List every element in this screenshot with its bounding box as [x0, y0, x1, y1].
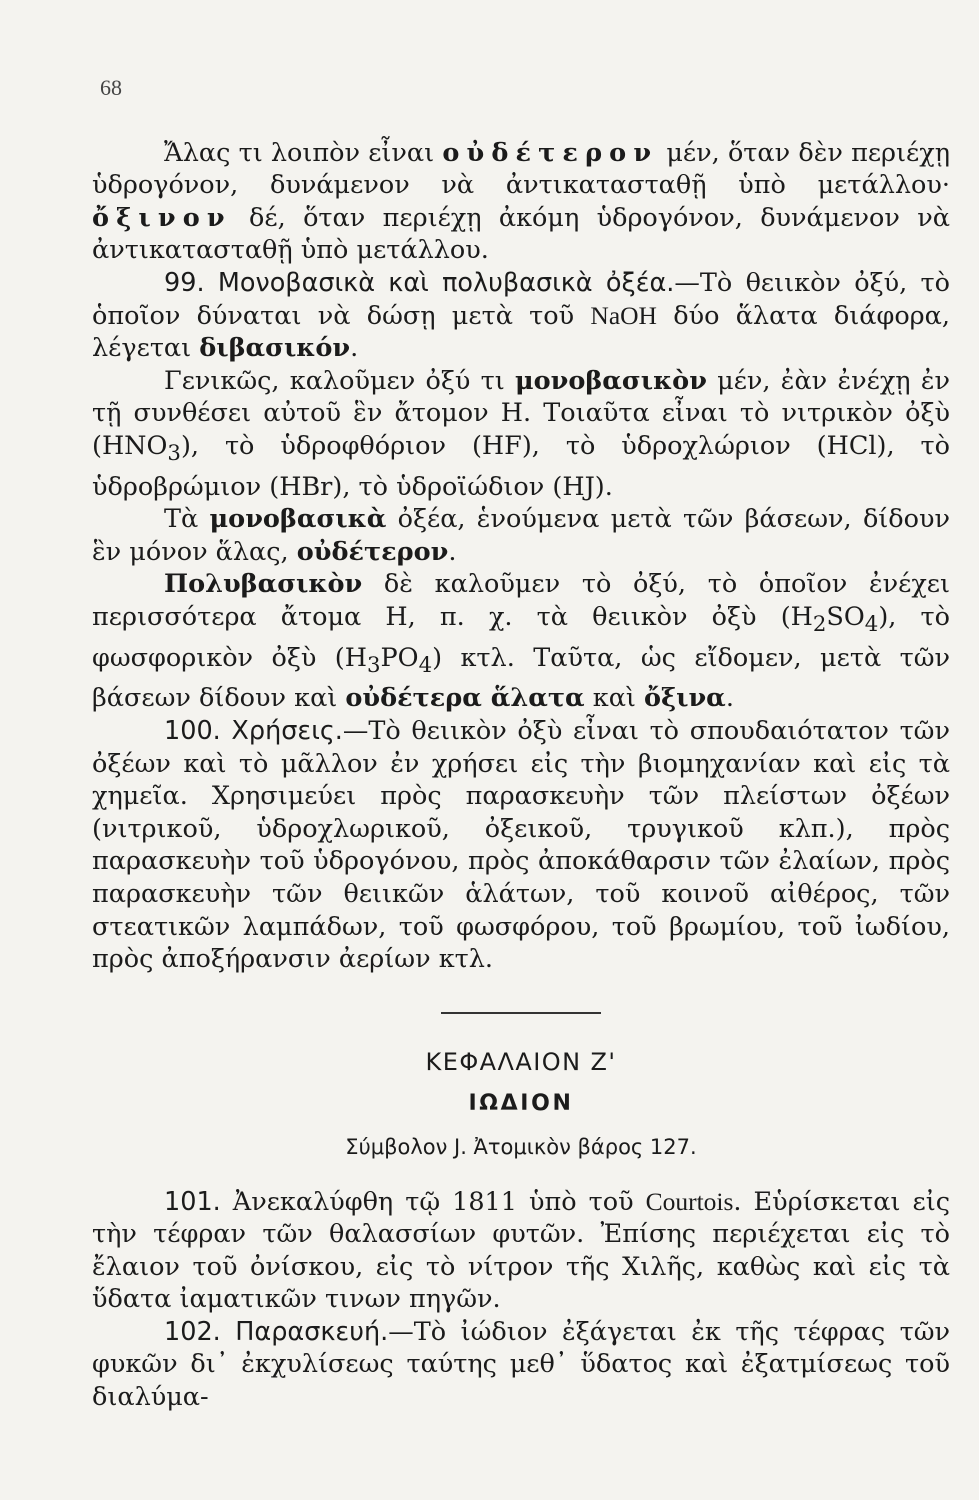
section-101: 101. Ἀνεκαλύφθη τῷ 1811 ὑπὸ τοῦ Courtois. Εὑρίσκεται εἰς τὴν τέφραν τῶν θαλασσίων φυτῶν. Ἐπίσης περιέχεται εἰς τὸ ἔλαιον τοῦ ὀνίσκου, εἰς τὸ νίτρον τῆς Χιλῆς, καθὼς καὶ εἰς τὰ ὕδατα ἰαματικῶν τινων πηγῶν.: [92, 1186, 950, 1315]
paragraph-neutral-acid-salts: Ἄλας τι λοιπὸν εἶναι οὐδέτερον μέν, ὅταν δὲν περιέχῃ ὑδρογόνον, δυνάμενον νὰ ἀντικατασταθῇ ὑπὸ μετάλλου· ὄξινον δέ, ὅταν περιέχῃ ἀκόμη ὑδρογόνον, δυνάμενον νὰ ἀντικατασταθῇ ὑπὸ μετάλλου.: [92, 137, 950, 266]
section-99: 99. Μονοβασικὰ καὶ πολυβασικὰ ὀξέα.—Τὸ θειικὸν ὀξύ, τὸ ὁποῖον δύναται νὰ δώσῃ μετὰ τοῦ NaOH δύο ἅλατα διάφορα, λέγεται διβασικόν.: [92, 267, 950, 364]
section-heading-102: 102. Παρασκευή.: [164, 1316, 389, 1347]
spaced-term-neutral: οὐδέτερον: [442, 137, 659, 168]
element-symbol-line: Σύμβολον J. Ἀτομικὸν βάρος 127.: [345, 1134, 697, 1159]
document-page: [92, 72, 950, 1414]
page-number: 68: [100, 75, 122, 100]
paragraph-monobasic-salts: Τὰ μονοβασικὰ ὀξέα, ἑνούμενα μετὰ τῶν βάσεων, δίδουν ἓν μόνον ἅλας, οὐδέτερον.: [92, 504, 950, 567]
chapter-title: ΙΩΔΙΟΝ: [468, 1091, 574, 1117]
section-100: 100. Χρήσεις.—Τὸ θειικὸν ὀξὺ εἶναι τὸ σπουδαιότατον τῶν ὀξέων καὶ τὸ μᾶλλον ἐν χρήσει εἰς τὴν βιομηχανίαν καὶ εἰς τὰ χημεῖα. Χρησιμεύει πρὸς παρασκευὴν τῶν πλείστων ὀξέων (νιτρικοῦ, ὑδροχλωρικοῦ, ὀξεικοῦ, τρυγικοῦ κλπ.), πρὸς παρασκευὴν τοῦ ὑδρογόνου, πρὸς ἀποκάθαρσιν τῶν ἐλαίων, πρὸς παρασκευὴν τῶν θειικῶν ἁλάτων, τοῦ κοινοῦ αἰθέρος, τῶν στεατικῶν λαμπάδων, τοῦ φωσφόρου, τοῦ βρωμίου, τοῦ ἰωδίου, πρὸς ἀποξήρανσιν ἀερίων κτλ.: [92, 715, 950, 975]
chapter-label: ΚΕΦΑΛΑΙΟΝ Ζ': [425, 1047, 617, 1076]
section-divider: [441, 1012, 601, 1014]
section-102: 102. Παρασκευή.—Τὸ ἰώδιον ἐξάγεται ἐκ τῆς τέφρας τῶν φυκῶν δι᾽ ἐκχυλίσεως ταύτης μεθ᾽ ὕδατος καὶ ἐξατμίσεως τοῦ διαλύμα-: [92, 1316, 951, 1413]
section-heading-101: 101.: [164, 1186, 221, 1217]
paragraph-monobasic: Γενικῶς, καλοῦμεν ὀξύ τι μονοβασικὸν μέν, ἐὰν ἐνέχῃ ἐν τῇ συνθέσει αὐτοῦ ἓν ἄτομον Η. Τοιαῦτα εἶναι τὸ νιτρικὸν ὀξὺ $(HNO_3)$, τὸ ὑδροφθόριον (HF), τὸ ὑδροχλώριον (HCl), τὸ ὑδροβρώμιον (HBr), τὸ ὑδροϊώδιον (HJ).: [92, 365, 950, 502]
paragraph-polybasic: Πολυβασικὸν δὲ καλοῦμεν τὸ ὀξύ, τὸ ὁποῖον ἐνέχει περισσότερα ἄτομα Η, π. χ. τὰ θειικὸν ὀξὺ $(H_2SO_4)$, τὸ φωσφορικὸν ὀξὺ $(H_3PO_4)$ κτλ. Ταῦτα, ὡς εἴδομεν, μετὰ τῶν βάσεων δίδουν καὶ οὐδέτερα ἅλατα καὶ ὄξινα.: [92, 569, 950, 714]
term-polybasic: Πολυβασικὸν: [164, 569, 363, 600]
section-heading-99: 99. Μονοβασικὰ καὶ πολυβασικὰ ὀξέα.: [164, 267, 675, 298]
spaced-term-acidic: ὄξινον: [92, 202, 232, 233]
term-dibasic: διβασικόν: [199, 333, 351, 364]
section-heading-100: 100. Χρήσεις.: [164, 715, 343, 746]
term-monobasic: μονοβασικὸν: [515, 365, 707, 396]
